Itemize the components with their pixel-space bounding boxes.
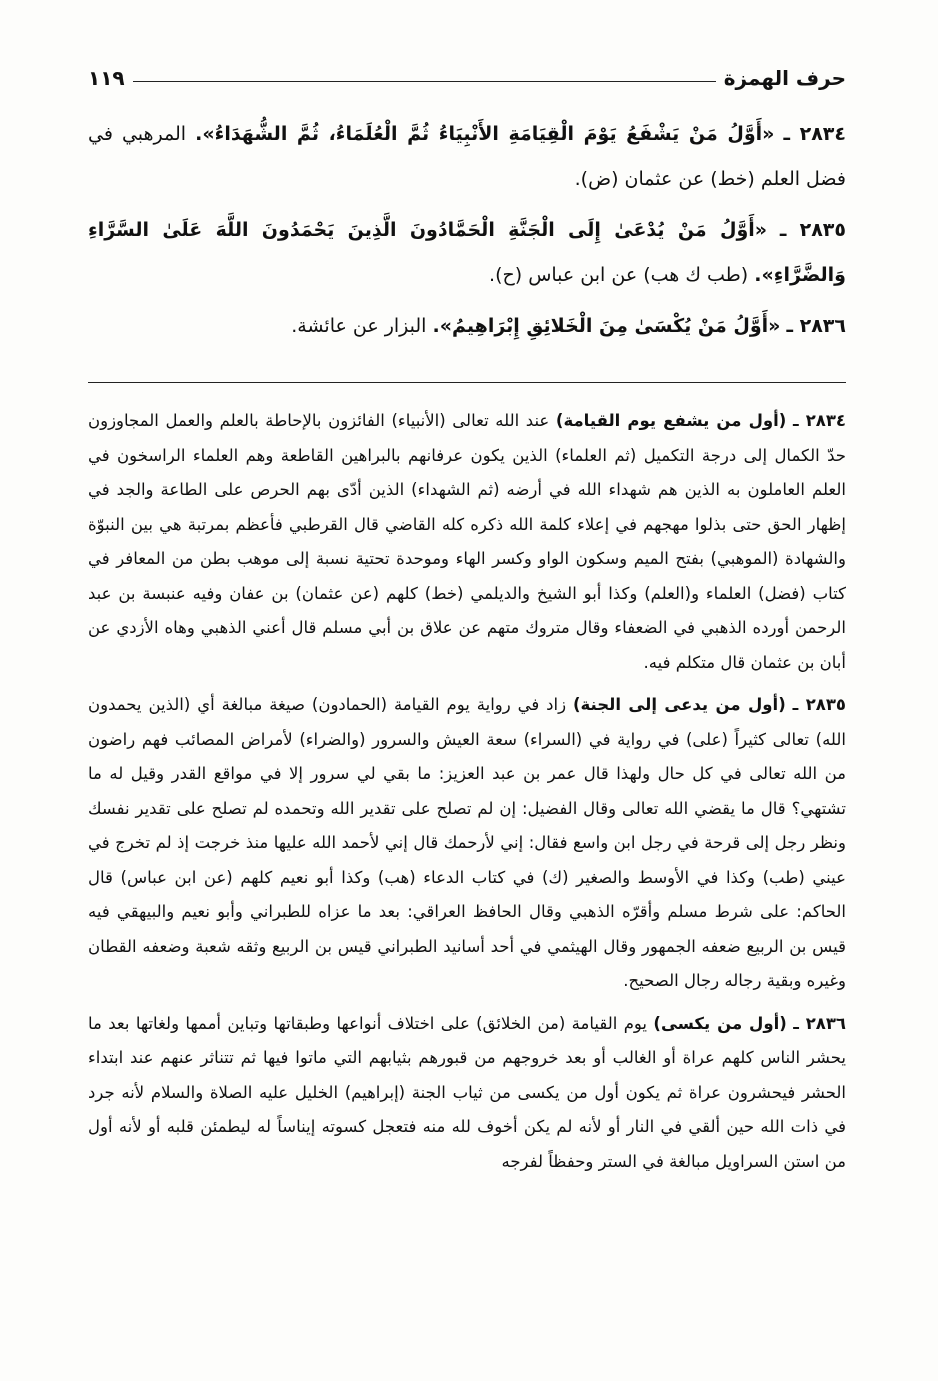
commentary-number: ٢٨٣٥ ـ [792,695,847,714]
section-divider [88,382,846,383]
hadith-source: (طب ك هب) عن ابن عباس (ح). [489,264,749,286]
commentary-lead: (أول من يدعى إلى الجنة) [573,695,786,714]
hadith-number: ٢٨٣٤ ـ [783,123,846,145]
header-rule [133,81,716,82]
commentary-body: يوم القيامة (من الخلائق) على اختلاف أنواعها وطبقاتها وتباين أممها ولغاتها بعد ما يحشر الناس كلهم عراة أو الغالب أو بعد خروجهم من قبورهم بثيابهم التي ماتوا فيها ثم تتناثر عنهم عند ابتداء الحشر فيحشرون عراة ثم يكون أول من يكسى من ثياب الجنة (إبراهيم) الخليل عليه الصلاة والسلام لأنه جرد في ذات الله حين ألقي في النار أو لأنه لم يكن أخوف لله منه فتعجل كسوته إيناساً له ليطمئن قلبه أو لأنه أول من استن السراويل مبالغة في الستر وحفظاً لفرجه [88,1013,846,1171]
hadith-source: المرهبي في فضل العلم (خط) عن عثمان (ض). [88,123,846,190]
hadith-entry [88,304,846,349]
commentary-lead: (أول من يكسى) [653,1013,787,1033]
commentary-lead: (أول من يشفع يوم القيامة) [555,411,787,430]
commentary-number: ٢٨٣٤ ـ [792,411,846,430]
page-number: ١١٩ [88,66,125,90]
hadith-entry [88,112,846,202]
hadith-number: ٢٨٣٥ ـ [779,219,846,241]
commentary-number: ٢٨٣٦ ـ [793,1013,846,1033]
hadith-text: «أَوَّلُ مَنْ يُدْعَىٰ إِلَى الْجَنَّةِ الْحَمَّادُونَ الَّذِينَ يَحْمَدُونَ اللَّهَ عَلَىٰ السَّرَّاءِ وَالضَّرَّاءِ». [88,219,846,286]
commentary-entry [88,1007,846,1180]
hadith-entry [88,208,846,298]
chapter-title: حرف الهمزة [723,66,846,90]
commentary-body: عند الله تعالى (الأنبياء) الفائزون بالإحاطة بالعلم والعمل المجاوزون حدّ الكمال إلى درجة التكميل (ثم العلماء) الذين يكون عرفانهم بالبراهين القاطعة وهم العلماء الراسخون في العلم العاملون به الذين هم شهداء الله في أرضه (ثم الشهداء) الذين أدّى بهم الحرص على الطاعة والجد في إظهار الحق حتى بذلوا مهجهم في إعلاء كلمة الله ذكره كله القاضي قال القرطبي فأعظم بمرتبة هي بين النبوّة والشهادة (الموهبي) بفتح الميم وسكون الواو وكسر الهاء وموحدة تحتية نسبة إلى موهب بطن من المعافر في كتاب (فضل) العلماء و(العلم) وكذا أبو الشيخ والديلمي (خط) كلهم (عن عثمان) بن عفان وفيه عنبسة بن عبد الرحمن أورده الذهبي في الضعفاء وقال متروك متهم عن علاق بن أبي مسلم قال أعني الذهبي وهاه الأزدي عن أبان بن عثمان قال متكلم فيه. [88,411,846,672]
hadith-source: البزار عن عائشة. [291,315,427,337]
hadith-number: ٢٨٣٦ ـ [786,315,846,337]
commentary-entry [88,404,846,680]
commentary-section [88,404,846,1187]
commentary-entry [88,688,846,999]
hadith-list [88,112,846,355]
running-header [88,60,846,90]
commentary-body: زاد في رواية يوم القيامة (الحمادون) صيغة مبالغة أي (الذين يحمدون الله) تعالى كثيراً (على) في رواية في (السراء) سعة العيش والسرور (والضراء) لأمراض المصائب فهم راضون من الله تعالى في كل حال ولهذا قال عمر بن عبد العزيز: ما بقي لي سرور إلا في مواقع القدر وقيل له ما تشتهي؟ قال ما يقضي الله تعالى وقال الفضيل: إن لم تصلح على تقدير الله وتحمده لم تصلح على تقدير نفسك ونظر رجل إلى قرحة في رجل ابن واسع فقال: إني لأرحمك قال إني لأحمد الله عليها منذ خرجت إذ لم تخرج في عيني (طب) وكذا في الأوسط والصغير (ك) في كتاب الدعاء (هب) وكذا أبو نعيم كلهم (عن ابن عباس) قال الحاكم: على شرط مسلم وأقرّه الذهبي وقال الحافظ العراقي: بعد ما عزاه للطبراني وأبو نعيم والبيهقي فيه قيس بن الربيع ضعفه الجمهور وقال الهيثمي في أحد أسانيد الطبراني قيس بن الربيع وثقه شعبة وضعفه القطان وغيره وبقية رجاله رجال الصحيح. [88,695,846,990]
hadith-text: «أَوَّلُ مَنْ يَشْفَعُ يَوْمَ الْقِيَامَةِ الأَنْبِيَاءُ ثُمَّ الْعُلَمَاءُ، ثُمَّ الشُّهَدَاءُ». [195,123,775,145]
hadith-text: «أَوَّلُ مَنْ يُكْسَىٰ مِنَ الْخَلائِقِ إِبْرَاهِيمُ». [432,315,781,337]
